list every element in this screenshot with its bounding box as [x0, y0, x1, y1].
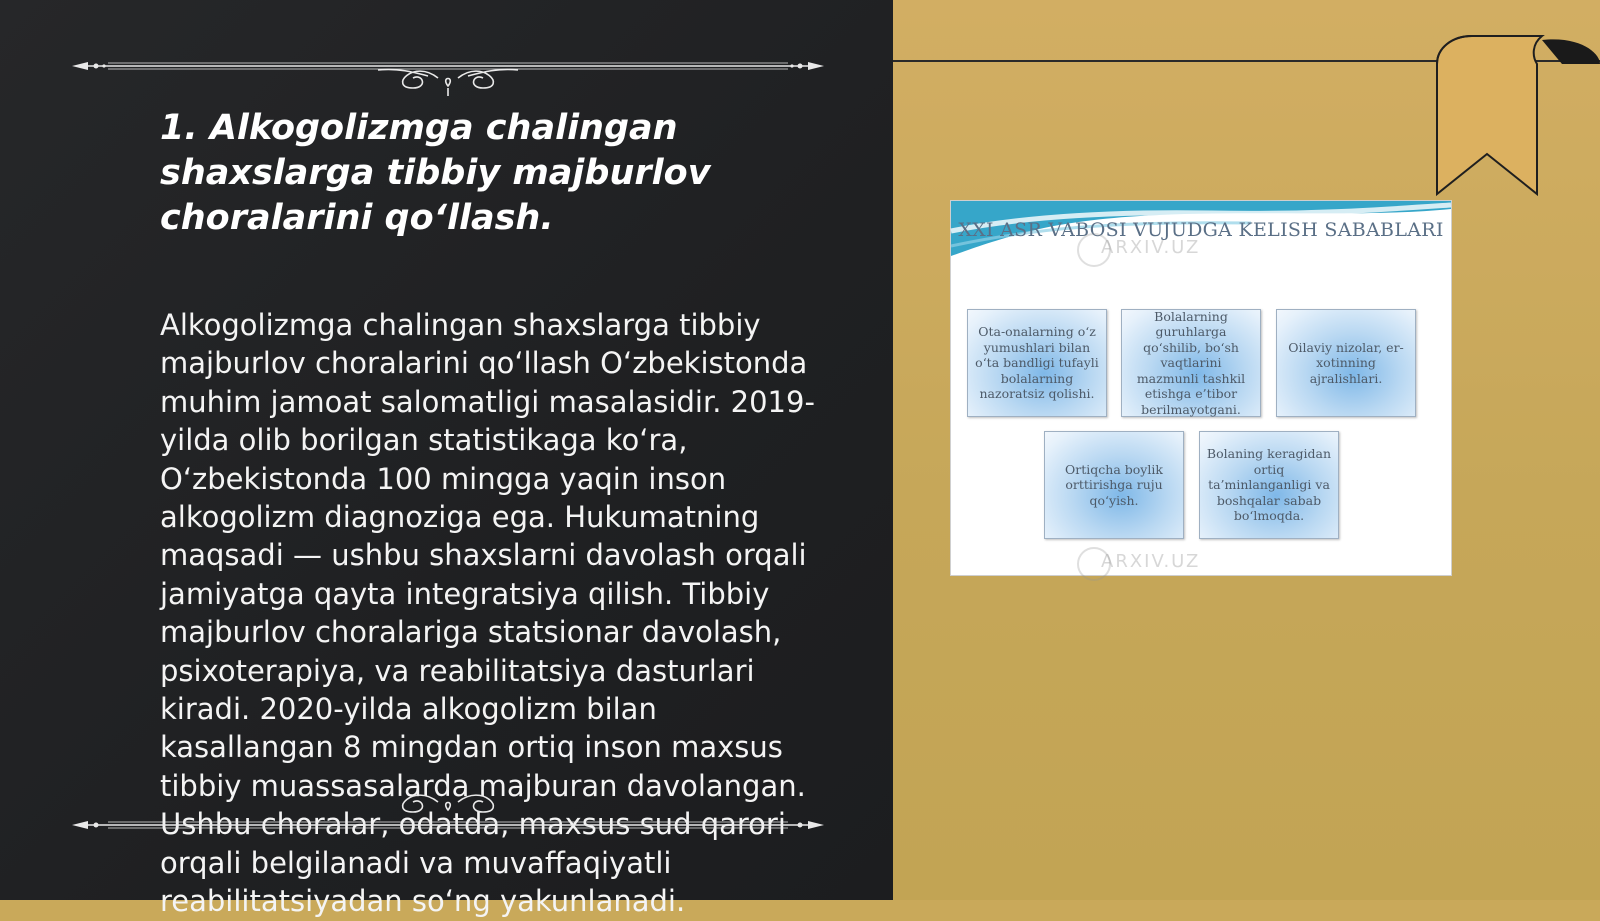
cause-box-1: Ota-onalarning o‘z yumushlari bilan o‘ta bandligi tufayli bolalarning nazoratsiz qolishi. — [967, 309, 1107, 417]
bookmark-ribbon-icon — [1432, 34, 1600, 204]
watermark-text: ARXIV.UZ — [1101, 237, 1201, 258]
slide-title: 1. Alkogolizmga chalingan shaxslarga tibbiy majburlov choralarini qo‘llash. — [160, 108, 711, 238]
watermark-text: ARXIV.UZ — [1101, 551, 1201, 572]
ornamental-divider-icon — [68, 48, 828, 98]
slide-body-text: Alkogolizmga chalingan shaxslarga tibbiy majburlov choralarini qo‘llash O‘zbekistonda muhim jamoat salomatligi masalasidir. 2019-yilda olib borilgan statistikaga ko‘ra, O‘zbekistonda 100 mingga yaqin inson alkogolizm diagnoziga ega. Hukumatning maqsadi — ushbu shaxslarni davolash orqali jamiyatga qayta integratsiya qilish. Tibbiy majburlov choralariga statsionar davolash, psixoterapiya, va reabilitatsiya dasturlari kiradi. 2020-yilda alkogolizm bilan kasallangan 8 mingdan ortiq inson maxsus tibbiy muassasalarda majburan davolangan. Ushbu choralar, odatda, maxsus sud qarori orqali belgilanadi va muvaffaqiyatli reabilitatsiyadan so‘ng yakunlanadi. — [160, 308, 815, 919]
cause-box-3: Oilaviy nizolar, er-xotinning ajralishlari. — [1276, 309, 1416, 417]
cause-box-5: Bolaning keragidan ortiq ta’minlanganligi va boshqalar sabab bo‘lmoqda. — [1199, 431, 1339, 539]
embedded-slide-image — [950, 200, 1452, 576]
embedded-slide-title: XXI ASR VABOSI VUJUDGA KELISH SABABLARI — [958, 219, 1444, 241]
cause-box-2: Bolalarning guruhlarga qo‘shilib, bo‘sh vaqtlarini mazmunli tashkil etishga e’tibor berilmayotgani. — [1121, 309, 1261, 417]
cause-box-4: Ortiqcha boylik orttirishga ruju qo‘yish. — [1044, 431, 1184, 539]
ornamental-divider-icon — [68, 780, 828, 830]
